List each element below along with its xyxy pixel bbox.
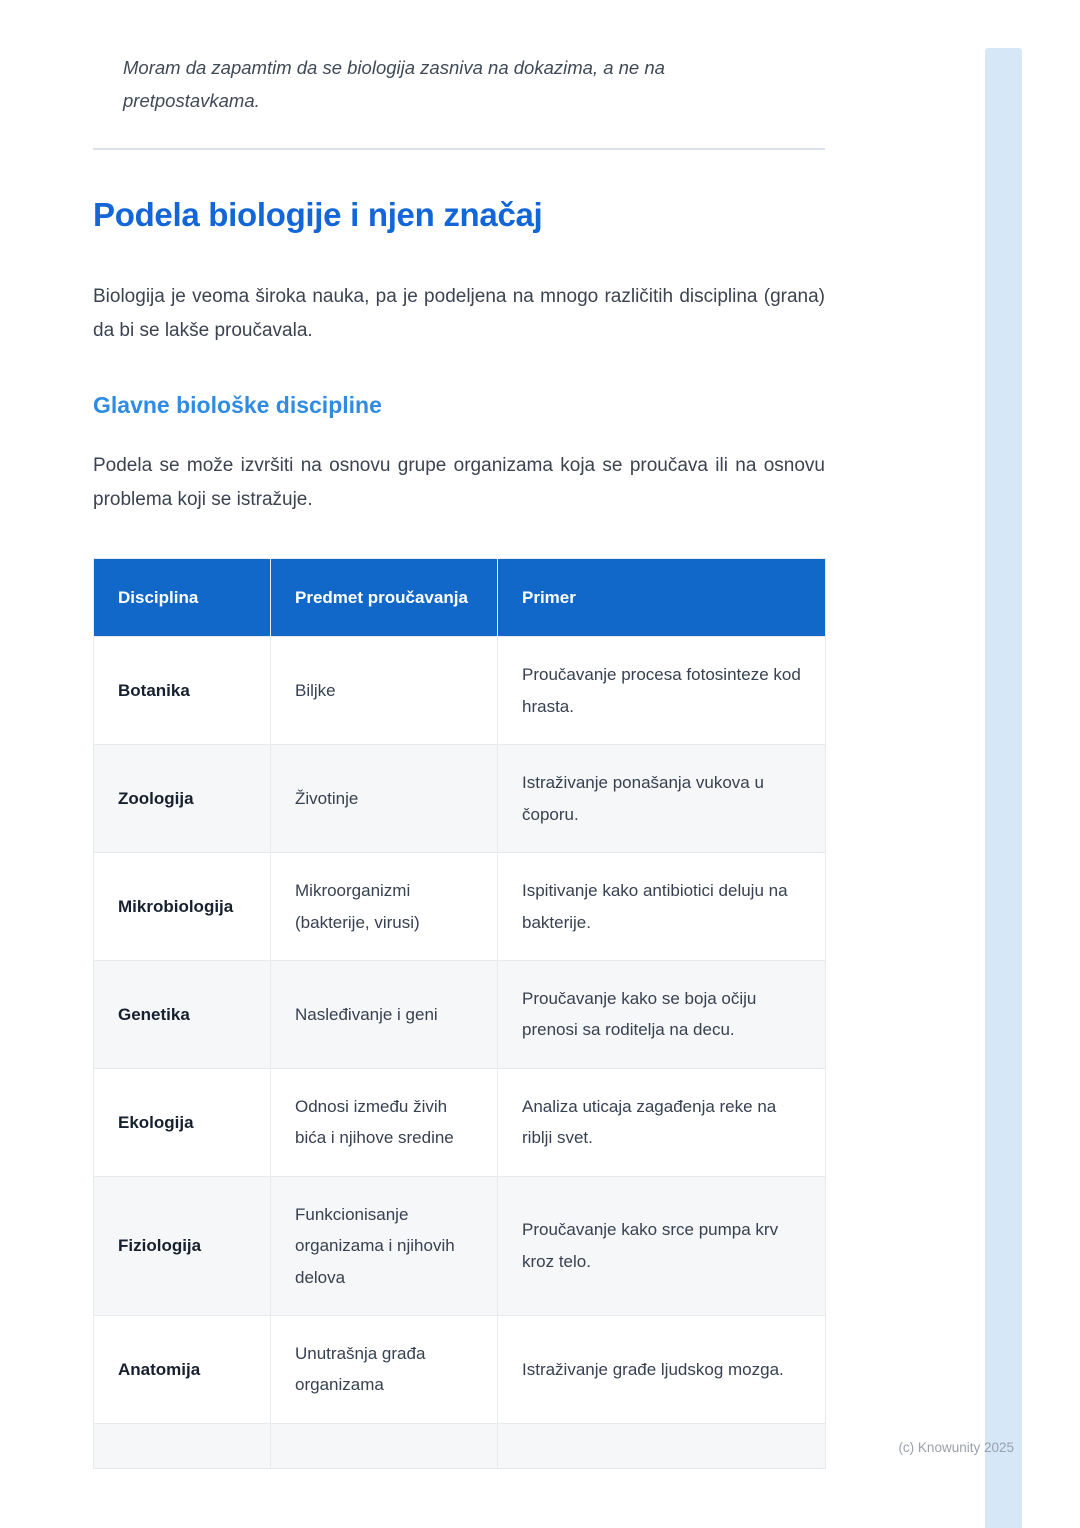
cell-disciplina: Ekologija — [94, 1068, 271, 1176]
page-title: Podela biologije i njen značaj — [93, 195, 543, 233]
scrollbar-track[interactable] — [985, 48, 1022, 1528]
quote-text: Moram da zapamtim da se biologija zasniva na dokazima, a ne na pretpostavkama. — [123, 57, 665, 111]
disciplines-table — [93, 558, 826, 1469]
cell-disciplina — [94, 1423, 271, 1468]
cell-primer: Proučavanje procesa fotosinteze kod hrasta. — [498, 637, 826, 745]
cell-primer: Istraživanje građe ljudskog mozga. — [498, 1316, 826, 1424]
intro-paragraph: Biologija je veoma široka nauka, pa je podeljena na mnogo različitih disciplina (grana) da bi se lakše proučavala. — [93, 285, 825, 342]
cell-predmet — [271, 1423, 498, 1468]
cell-primer: Istraživanje ponašanja vukova u čoporu. — [498, 745, 826, 853]
col-header-disciplina: Disciplina — [94, 558, 271, 637]
copyright-text: (c) Knowunity 2025 — [898, 1440, 1014, 1455]
cell-disciplina: Fiziologija — [94, 1176, 271, 1315]
table-row — [94, 1068, 826, 1176]
table-row — [94, 960, 826, 1068]
cell-predmet: Unutrašnja građa organizama — [271, 1316, 498, 1424]
table-row — [94, 1423, 826, 1468]
table-row — [94, 1176, 826, 1315]
cell-predmet: Biljke — [271, 637, 498, 745]
document-page — [93, 0, 825, 1469]
col-header-primer: Primer — [498, 558, 826, 637]
cell-disciplina: Anatomija — [94, 1316, 271, 1424]
cell-disciplina: Genetika — [94, 960, 271, 1068]
cell-primer: Ispitivanje kako antibiotici deluju na bakterije. — [498, 853, 826, 961]
table-row — [94, 853, 826, 961]
cell-disciplina: Mikrobiologija — [94, 853, 271, 961]
table-row — [94, 1316, 826, 1424]
table-row — [94, 637, 826, 745]
cell-primer — [498, 1423, 826, 1468]
table-row — [94, 745, 826, 853]
sub-paragraph: Podela se može izvršiti na osnovu grupe organizama koja se proučava ili na osnovu problema koji se istražuje. — [93, 455, 825, 511]
cell-primer: Proučavanje kako srce pumpa krv kroz telo. — [498, 1176, 826, 1315]
cell-predmet: Životinje — [271, 745, 498, 853]
section-divider — [93, 148, 825, 150]
cell-predmet: Funkcionisanje organizama i njihovih delova — [271, 1176, 498, 1315]
table-body — [94, 637, 826, 1469]
col-header-predmet: Predmet proučavanja — [271, 558, 498, 637]
cell-predmet: Mikroorganizmi (bakterije, virusi) — [271, 853, 498, 961]
cell-predmet: Odnosi između živih bića i njihove sredine — [271, 1068, 498, 1176]
table-header-row — [94, 558, 826, 637]
cell-disciplina: Botanika — [94, 637, 271, 745]
cell-disciplina: Zoologija — [94, 745, 271, 853]
cell-primer: Analiza uticaja zagađenja reke na riblji svet. — [498, 1068, 826, 1176]
cell-primer: Proučavanje kako se boja očiju prenosi sa roditelja na decu. — [498, 960, 826, 1068]
cell-predmet: Nasleđivanje i geni — [271, 960, 498, 1068]
section-subheading: Glavne biološke discipline — [93, 392, 382, 419]
